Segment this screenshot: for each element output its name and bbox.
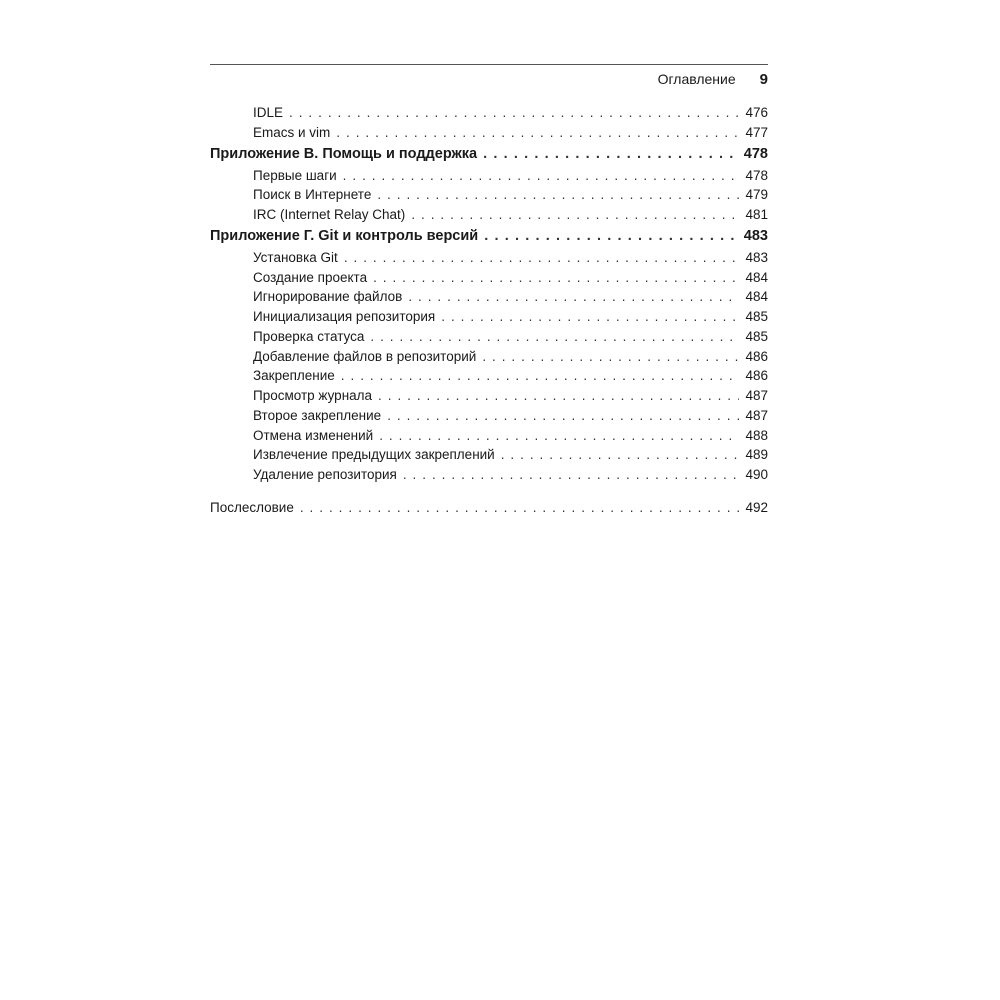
toc-entry-page: 485 (745, 328, 768, 344)
toc-entry-page: 489 (745, 447, 768, 463)
dot-leader (289, 105, 739, 120)
toc-entry-label: Просмотр журнала (253, 388, 373, 403)
toc-entry-label: Проверка статуса (253, 328, 365, 344)
toc-entry[interactable] (210, 250, 768, 270)
toc-entry-label: Поиск в Интернете (253, 187, 372, 203)
dot-leader (300, 500, 740, 515)
dot-leader (379, 428, 739, 443)
dot-leader (343, 168, 740, 183)
toc-entry[interactable] (210, 329, 768, 349)
toc-entry-label: Emacs и vim (253, 124, 331, 140)
toc-entry-label: IRC (Internet Relay Chat) (253, 207, 406, 222)
toc-entry[interactable] (210, 447, 768, 467)
toc-entry-page: 484 (745, 289, 768, 305)
toc-entry-label: Игнорирование файлов (253, 289, 403, 305)
dot-leader (408, 289, 739, 304)
toc-entry-page: 486 (745, 368, 768, 384)
toc-entry-page: 478 (745, 167, 768, 183)
toc-chapter-entry[interactable] (210, 227, 768, 250)
toc-entry[interactable] (210, 270, 768, 290)
dot-leader (344, 250, 740, 265)
toc-entry-label: IDLE (253, 105, 284, 120)
toc-entry-label: Добавление файлов в репозиторий (253, 348, 477, 364)
toc-entry-page: 477 (745, 124, 768, 140)
toc-entry-page: 481 (745, 207, 768, 222)
toc-entry[interactable] (210, 168, 768, 188)
toc-entry-label: Инициализация репозитория (253, 309, 436, 324)
dot-leader (482, 349, 739, 364)
toc-entry-page: 476 (745, 105, 768, 120)
toc-entry-page: 483 (745, 249, 768, 265)
toc-entry-page: 479 (745, 187, 768, 203)
toc-entry-page: 484 (745, 269, 768, 285)
toc-entry[interactable] (210, 368, 768, 388)
toc-entry[interactable] (210, 125, 768, 145)
toc-entry-page: 488 (745, 427, 768, 443)
dot-leader (441, 309, 739, 324)
table-of-contents (210, 105, 768, 520)
toc-entry[interactable] (210, 349, 768, 369)
toc-entry[interactable] (210, 187, 768, 207)
toc-entry-page: 487 (745, 388, 768, 403)
dot-leader (403, 467, 740, 482)
toc-entry[interactable] (210, 207, 768, 227)
toc-afterword-page: 492 (745, 499, 768, 515)
toc-entry-label: Удаление репозитория (253, 467, 397, 482)
dot-leader (501, 447, 740, 462)
toc-entry[interactable] (210, 408, 768, 428)
toc-entry[interactable] (210, 467, 768, 487)
dot-leader (336, 125, 739, 140)
dot-leader (483, 146, 738, 162)
toc-entry[interactable] (210, 289, 768, 309)
toc-entry-page: 487 (745, 407, 768, 423)
toc-entry[interactable] (210, 388, 768, 408)
toc-chapter-label: Приложение В. Помощь и поддержка (210, 145, 478, 162)
dot-leader (387, 408, 739, 423)
toc-chapter-entry[interactable] (210, 145, 768, 168)
toc-entry[interactable] (210, 428, 768, 448)
toc-entry[interactable] (210, 309, 768, 329)
toc-chapter-page: 478 (743, 145, 768, 162)
toc-chapter-label: Приложение Г. Git и контроль версий (210, 227, 479, 244)
toc-entry-page: 486 (745, 348, 768, 364)
dot-leader (341, 368, 740, 383)
toc-entry-page: 490 (745, 467, 768, 482)
dot-leader (484, 228, 738, 244)
running-head-title: Оглавление (657, 71, 736, 87)
toc-entry-label: Установка Git (253, 249, 338, 265)
dot-leader (411, 207, 739, 222)
toc-afterword-entry[interactable] (210, 500, 768, 520)
toc-entry-label: Извлечение предыдущих закреплений (253, 447, 495, 463)
toc-afterword-label: Послесловие (210, 499, 294, 515)
dot-leader (373, 270, 739, 285)
toc-chapter-page: 483 (743, 227, 768, 244)
book-page (210, 64, 768, 520)
toc-entry[interactable] (210, 105, 768, 125)
dot-leader (370, 329, 739, 344)
toc-entry-label: Первые шаги (253, 167, 337, 183)
dot-leader (377, 187, 739, 202)
running-head (210, 71, 768, 93)
header-rule (210, 64, 768, 65)
toc-entry-label: Закрепление (253, 368, 335, 384)
toc-entry-page: 485 (745, 309, 768, 324)
toc-entry-label: Создание проекта (253, 269, 368, 285)
toc-entry-label: Второе закрепление (253, 407, 382, 423)
dot-leader (378, 388, 739, 403)
toc-entry-label: Отмена изменений (253, 427, 374, 443)
running-head-page-number: 9 (759, 71, 768, 88)
